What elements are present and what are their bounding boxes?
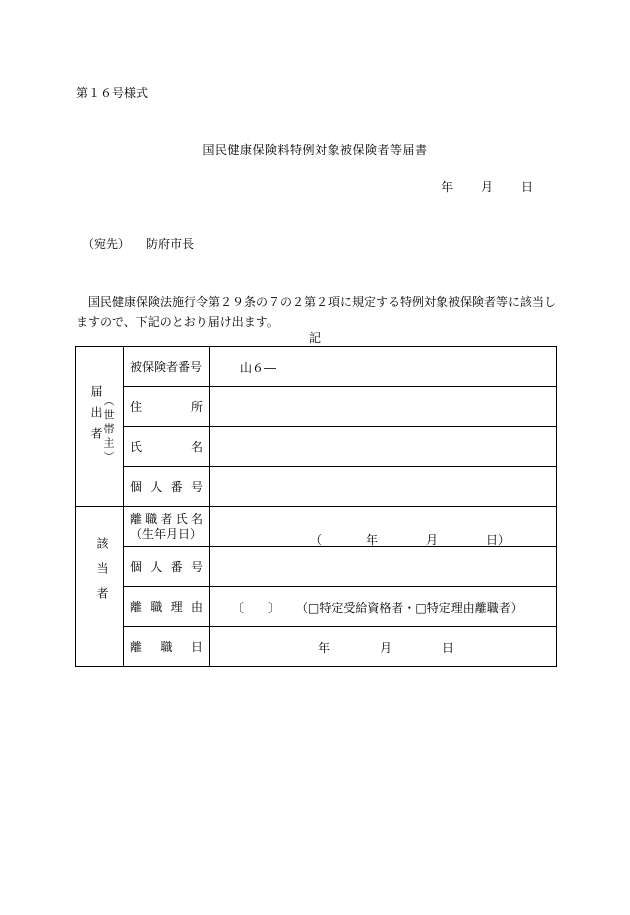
table-row — [76, 427, 557, 467]
applicant-personal-number-label — [124, 547, 210, 587]
name-field[interactable] — [210, 427, 557, 467]
retirement-reason-field[interactable] — [210, 587, 557, 627]
document-title: 国民健康保険料特例対象被保険者等届書 — [202, 143, 428, 157]
table-row — [76, 547, 557, 587]
retirement-reason-value — [232, 599, 523, 616]
label-char: 職 — [145, 511, 158, 526]
table-row — [76, 507, 557, 547]
birth-month: 月 — [426, 533, 439, 547]
insurer-number-label: 被保険者番号 — [124, 347, 210, 387]
label-char: 者 — [160, 511, 173, 526]
retirement-date-label — [124, 627, 210, 667]
retiree-name-field[interactable] — [210, 507, 557, 547]
table-row — [76, 587, 557, 627]
reason-options[interactable]: （□特定受給資格者・□特定理由離職者） — [302, 601, 523, 615]
notification-form-table — [75, 346, 557, 667]
label-char: 理 — [170, 600, 183, 614]
submission-date — [441, 180, 533, 194]
label-char: 番 — [170, 560, 183, 574]
table-row — [76, 347, 557, 387]
address-label-char: 住 — [130, 400, 143, 414]
address-label — [124, 387, 210, 427]
retirement-date-value — [318, 639, 454, 656]
label-char: 由 — [190, 600, 203, 614]
addressee-name: 防府市長 — [146, 237, 195, 251]
addressee-label: （宛先） — [82, 237, 131, 251]
label-char: 番 — [170, 480, 183, 494]
insurer-number-value: 山６― — [240, 361, 277, 375]
notifier-label-main: 届出者 — [89, 385, 103, 448]
birth-year: 年 — [366, 533, 379, 547]
address-label-char: 所 — [190, 400, 203, 414]
birth-day: 日） — [486, 533, 511, 547]
applicant-group-label — [76, 507, 124, 667]
label-char: 離 — [130, 511, 143, 526]
notifier-personal-number-field[interactable] — [210, 467, 557, 507]
birth-date-value — [310, 531, 510, 548]
label-char: 号 — [190, 560, 203, 574]
date-month: 月 — [481, 180, 494, 194]
notifier-group-label — [76, 347, 124, 507]
label-char: 離 — [130, 640, 143, 654]
addressee — [82, 237, 194, 251]
label-char: 個 — [130, 560, 143, 574]
name-label — [124, 427, 210, 467]
table-row — [76, 627, 557, 667]
table-row — [76, 387, 557, 427]
form-number: 第１６号様式 — [76, 86, 149, 100]
retire-month: 月 — [380, 641, 393, 655]
retirement-date-field[interactable] — [210, 627, 557, 667]
address-field[interactable] — [210, 387, 557, 427]
notifier-personal-number-label — [124, 467, 210, 507]
notifier-label-sub: （世帯主） — [102, 395, 115, 465]
ki-heading: 記 — [308, 331, 321, 345]
retire-year: 年 — [318, 641, 331, 655]
retirement-reason-label — [124, 587, 210, 627]
applicant-label: 該当者 — [95, 537, 109, 612]
table-row — [76, 467, 557, 507]
label-char: 号 — [190, 480, 203, 494]
label-char: 人 — [150, 560, 163, 574]
label-char: 離 — [130, 600, 143, 614]
label-char: 日 — [190, 640, 203, 654]
name-label-char: 氏 — [130, 440, 143, 454]
birth-date-label: （生年月日） — [130, 526, 203, 541]
label-char: 人 — [150, 480, 163, 494]
label-char: 個 — [130, 480, 143, 494]
reason-bracket: 〔 〕 — [232, 601, 281, 615]
body-paragraph: 国民健康保険法施行令第２９条の７の２第２項に規定する特例対象被保険者等に該当しますので、下記のとおり届け出ます。 — [76, 295, 557, 329]
label-char: 職 — [150, 600, 163, 614]
label-char: 職 — [160, 640, 173, 654]
retire-day: 日 — [442, 641, 455, 655]
birth-open: （ — [310, 533, 323, 547]
date-year: 年 — [441, 180, 454, 194]
applicant-personal-number-field[interactable] — [210, 547, 557, 587]
retiree-name-label — [124, 507, 210, 547]
label-char: 名 — [190, 511, 203, 526]
date-day: 日 — [521, 180, 534, 194]
label-char: 氏 — [175, 511, 188, 526]
name-label-char: 名 — [190, 440, 203, 454]
insurer-number-field[interactable] — [210, 347, 557, 387]
